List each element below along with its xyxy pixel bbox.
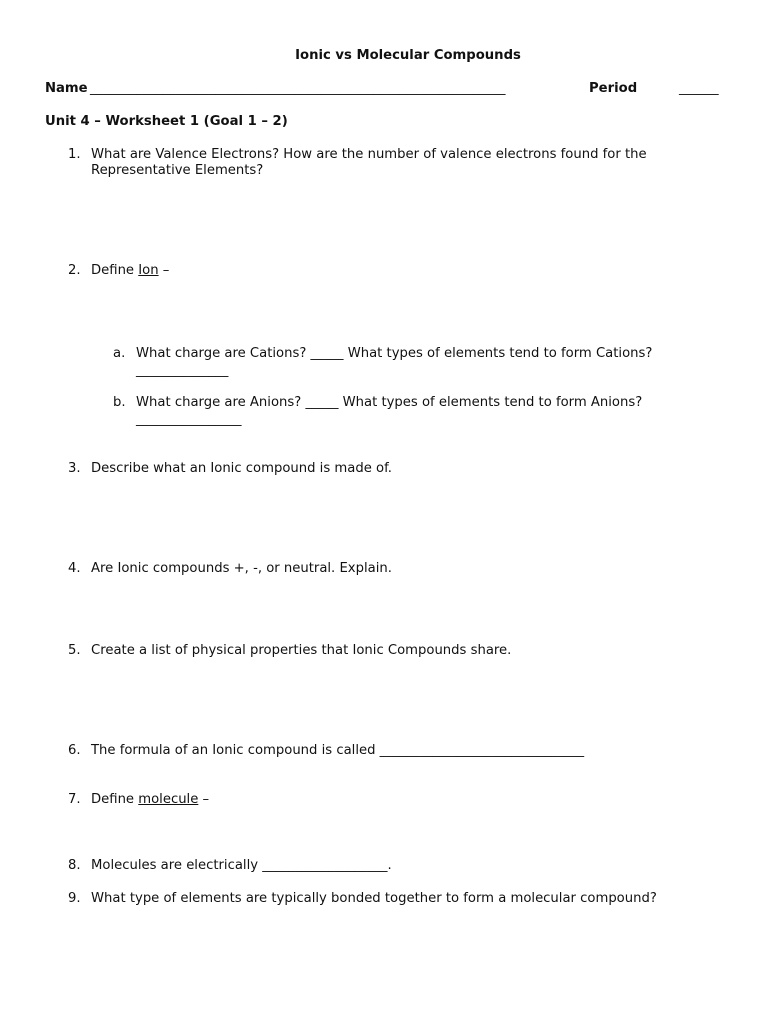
term-molecule: molecule [138, 792, 199, 807]
unit-heading: Unit 4 – Worksheet 1 (Goal 1 – 2) [45, 114, 288, 129]
question-text: Define Ion – [91, 263, 170, 278]
question-text: Describe what an Ionic compound is made of. [91, 461, 392, 476]
subquestion-letter: b. [113, 395, 126, 410]
subquestion-text: What charge are Cations? _____ What types of elements tend to form Cations? [136, 346, 653, 361]
question-number: 3. [68, 461, 81, 476]
question-number: 8. [68, 858, 81, 873]
question-text: What are Valence Electrons? How are the number of valence electrons found for the [91, 147, 647, 162]
term-ion: Ion [138, 263, 159, 278]
worksheet-title: Ionic vs Molecular Compounds [295, 48, 521, 63]
question-number: 4. [68, 561, 81, 576]
subquestion-blank: ______________ [136, 363, 229, 378]
question-text: What type of elements are typically bonded together to form a molecular compound? [91, 891, 657, 906]
question-number: 2. [68, 263, 81, 278]
name-label: Name [45, 81, 88, 96]
question-text: Are Ionic compounds +, -, or neutral. Explain. [91, 561, 392, 576]
subquestion-letter: a. [113, 346, 126, 361]
question-number: 6. [68, 743, 81, 758]
period-label: Period [589, 81, 638, 96]
question-number: 7. [68, 792, 81, 807]
question-text: Molecules are electrically ___________________. [91, 858, 392, 873]
question-text: The formula of an Ionic compound is called _______________________________ [91, 743, 585, 758]
period-blank: ______ [679, 81, 719, 96]
subquestion-text: What charge are Anions? _____ What types of elements tend to form Anions? [136, 395, 643, 410]
name-blank: _______________________________________________________________ [90, 81, 506, 96]
subquestion-blank: ________________ [136, 412, 242, 427]
question-text: Define molecule – [91, 792, 210, 807]
question-text: Create a list of physical properties that Ionic Compounds share. [91, 643, 512, 658]
question-number: 1. [68, 147, 81, 162]
question-text-continued: Representative Elements? [91, 163, 264, 178]
question-number: 9. [68, 891, 81, 906]
question-number: 5. [68, 643, 81, 658]
